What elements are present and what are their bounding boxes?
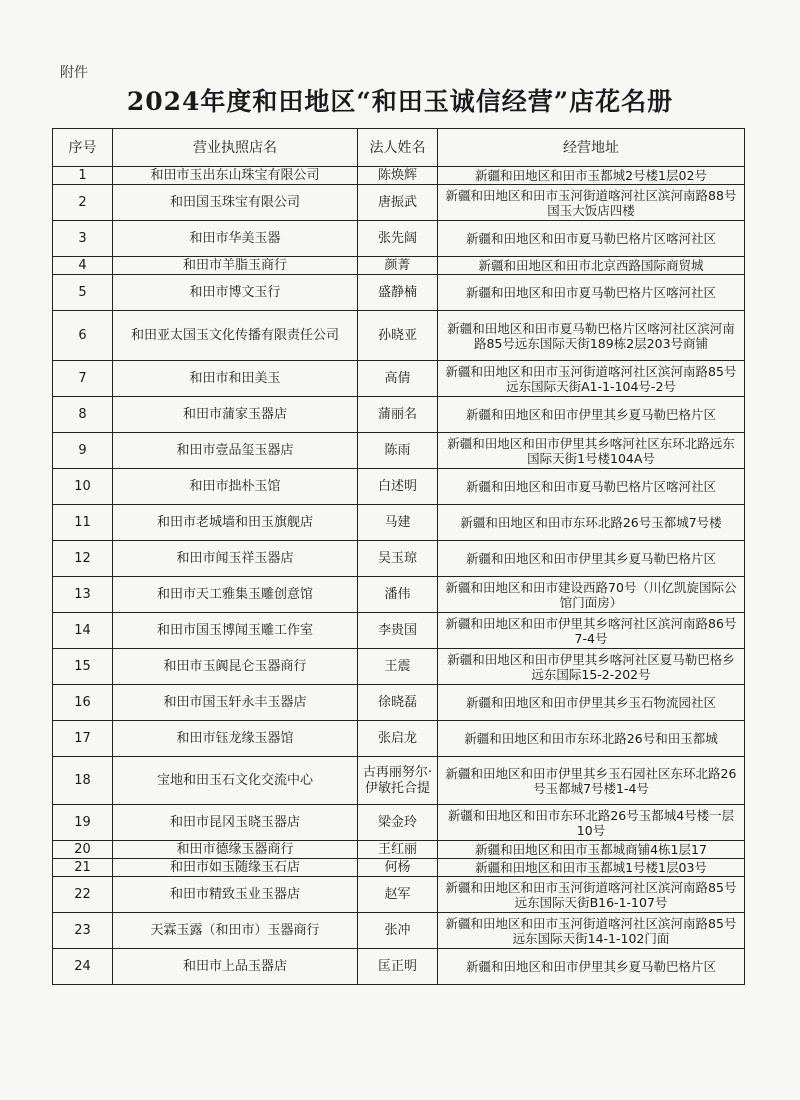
legal-person-name: 白述明 bbox=[358, 469, 438, 505]
table-row bbox=[53, 649, 745, 685]
business-address: 新疆和田地区和田市伊里其乡夏马勒巴格片区 bbox=[438, 541, 745, 577]
legal-person-name: 陈雨 bbox=[358, 433, 438, 469]
shop-name: 和田市羊脂玉商行 bbox=[113, 257, 358, 275]
row-number: 23 bbox=[53, 913, 113, 949]
business-address: 新疆和田地区和田市玉河街道喀河社区滨河南路85号远东国际天街A1-1-104号-2号 bbox=[438, 361, 745, 397]
legal-person-name: 蒲丽名 bbox=[358, 397, 438, 433]
shop-name: 天霖玉露（和田市）玉器商行 bbox=[113, 913, 358, 949]
business-address: 新疆和田地区和田市东环北路26号玉都城4号楼一层10号 bbox=[438, 805, 745, 841]
legal-person-name: 徐晓磊 bbox=[358, 685, 438, 721]
row-number: 13 bbox=[53, 577, 113, 613]
shop-name: 和田市博文玉行 bbox=[113, 275, 358, 311]
row-number: 16 bbox=[53, 685, 113, 721]
table-row bbox=[53, 913, 745, 949]
business-address: 新疆和田地区和田市伊里其乡玉石园社区东环北路26号玉都城7号楼1-4号 bbox=[438, 757, 745, 805]
shop-name: 和田市壹品玺玉器店 bbox=[113, 433, 358, 469]
shop-name: 和田市和田美玉 bbox=[113, 361, 358, 397]
table-row bbox=[53, 721, 745, 757]
row-number: 1 bbox=[53, 167, 113, 185]
shop-name: 和田市昆冈玉晓玉器店 bbox=[113, 805, 358, 841]
business-address: 新疆和田地区和田市北京西路国际商贸城 bbox=[438, 257, 745, 275]
row-number: 9 bbox=[53, 433, 113, 469]
row-number: 24 bbox=[53, 949, 113, 985]
row-number: 14 bbox=[53, 613, 113, 649]
shop-name: 和田亚太国玉文化传播有限责任公司 bbox=[113, 311, 358, 361]
row-number: 18 bbox=[53, 757, 113, 805]
table-row bbox=[53, 859, 745, 877]
table-row bbox=[53, 185, 745, 221]
business-address: 新疆和田地区和田市玉都城1号楼1层03号 bbox=[438, 859, 745, 877]
shop-name: 和田市拙朴玉馆 bbox=[113, 469, 358, 505]
shop-roster-table bbox=[52, 128, 745, 985]
business-address: 新疆和田地区和田市玉都城2号楼1层02号 bbox=[438, 167, 745, 185]
table-row bbox=[53, 257, 745, 275]
legal-person-name: 赵军 bbox=[358, 877, 438, 913]
business-address: 新疆和田地区和田市玉河街道喀河社区滨河南路85号远东国际天街B16-1-107号 bbox=[438, 877, 745, 913]
shop-name: 和田市闻玉祥玉器店 bbox=[113, 541, 358, 577]
row-number: 20 bbox=[53, 841, 113, 859]
shop-name: 和田国玉珠宝有限公司 bbox=[113, 185, 358, 221]
legal-person-name: 孙晓亚 bbox=[358, 311, 438, 361]
business-address: 新疆和田地区和田市伊里其乡夏马勒巴格片区 bbox=[438, 949, 745, 985]
business-address: 新疆和田地区和田市夏马勒巴格片区喀河社区 bbox=[438, 469, 745, 505]
shop-name: 和田市德缘玉器商行 bbox=[113, 841, 358, 859]
table-row bbox=[53, 685, 745, 721]
table-row bbox=[53, 433, 745, 469]
shop-name: 和田市老城墙和田玉旗舰店 bbox=[113, 505, 358, 541]
row-number: 8 bbox=[53, 397, 113, 433]
row-number: 19 bbox=[53, 805, 113, 841]
document-title: 2024年度和田地区“和田玉诚信经营”店花名册 bbox=[126, 87, 674, 116]
row-number: 3 bbox=[53, 221, 113, 257]
row-number: 2 bbox=[53, 185, 113, 221]
business-address: 新疆和田地区和田市夏马勒巴格片区喀河社区 bbox=[438, 275, 745, 311]
business-address: 新疆和田地区和田市夏马勒巴格片区喀河社区滨河南路85号远东国际天街189栋2层203号商铺 bbox=[438, 311, 745, 361]
legal-person-name: 何杨 bbox=[358, 859, 438, 877]
shop-name: 和田市国玉轩永丰玉器店 bbox=[113, 685, 358, 721]
legal-person-name: 李贵国 bbox=[358, 613, 438, 649]
business-address: 新疆和田地区和田市伊里其乡喀河社区东环北路远东国际天街1号楼104A号 bbox=[438, 433, 745, 469]
column-header-number: 序号 bbox=[53, 129, 113, 167]
row-number: 17 bbox=[53, 721, 113, 757]
row-number: 21 bbox=[53, 859, 113, 877]
business-address: 新疆和田地区和田市东环北路26号和田玉都城 bbox=[438, 721, 745, 757]
business-address: 新疆和田地区和田市建设西路70号（川亿凯旋国际公馆门面房） bbox=[438, 577, 745, 613]
business-address: 新疆和田地区和田市伊里其乡喀河社区滨河南路86号7-4号 bbox=[438, 613, 745, 649]
legal-person-name: 高倩 bbox=[358, 361, 438, 397]
row-number: 6 bbox=[53, 311, 113, 361]
shop-name: 和田市上品玉器店 bbox=[113, 949, 358, 985]
business-address: 新疆和田地区和田市东环北路26号玉都城7号楼 bbox=[438, 505, 745, 541]
business-address: 新疆和田地区和田市夏马勒巴格片区喀河社区 bbox=[438, 221, 745, 257]
legal-person-name: 吴玉琼 bbox=[358, 541, 438, 577]
legal-person-name: 张启龙 bbox=[358, 721, 438, 757]
legal-person-name: 张冲 bbox=[358, 913, 438, 949]
table-row bbox=[53, 397, 745, 433]
table-row bbox=[53, 877, 745, 913]
table-row bbox=[53, 275, 745, 311]
legal-person-name: 匡正明 bbox=[358, 949, 438, 985]
business-address: 新疆和田地区和田市伊里其乡夏马勒巴格片区 bbox=[438, 397, 745, 433]
legal-person-name: 潘伟 bbox=[358, 577, 438, 613]
table-row bbox=[53, 805, 745, 841]
row-number: 7 bbox=[53, 361, 113, 397]
table-row bbox=[53, 757, 745, 805]
legal-person-name: 马建 bbox=[358, 505, 438, 541]
table-row bbox=[53, 949, 745, 985]
legal-person-name: 梁金玲 bbox=[358, 805, 438, 841]
row-number: 10 bbox=[53, 469, 113, 505]
row-number: 5 bbox=[53, 275, 113, 311]
table-header-row bbox=[53, 129, 745, 167]
row-number: 22 bbox=[53, 877, 113, 913]
shop-name: 和田市精致玉业玉器店 bbox=[113, 877, 358, 913]
attachment-label: 附件 bbox=[60, 65, 88, 81]
column-header-legal-person: 法人姓名 bbox=[358, 129, 438, 167]
legal-person-name: 唐振武 bbox=[358, 185, 438, 221]
legal-person-name: 张先阔 bbox=[358, 221, 438, 257]
table-row bbox=[53, 505, 745, 541]
legal-person-name: 古再丽努尔·伊敏托合提 bbox=[358, 757, 438, 805]
table-row bbox=[53, 613, 745, 649]
shop-name: 宝地和田玉石文化交流中心 bbox=[113, 757, 358, 805]
shop-name: 和田市蒲家玉器店 bbox=[113, 397, 358, 433]
shop-name: 和田市天工雅集玉雕创意馆 bbox=[113, 577, 358, 613]
table-row bbox=[53, 361, 745, 397]
business-address: 新疆和田地区和田市玉河街道喀河社区滨河南路85号远东国际天街14-1-102门面 bbox=[438, 913, 745, 949]
column-header-address: 经营地址 bbox=[438, 129, 745, 167]
shop-name: 和田市钰龙缘玉器馆 bbox=[113, 721, 358, 757]
shop-name: 和田市如玉随缘玉石店 bbox=[113, 859, 358, 877]
business-address: 新疆和田地区和田市玉都城商铺4栋1层17 bbox=[438, 841, 745, 859]
business-address: 新疆和田地区和田市伊里其乡喀河社区夏马勒巴格乡远东国际15-2-202号 bbox=[438, 649, 745, 685]
row-number: 12 bbox=[53, 541, 113, 577]
legal-person-name: 陈焕辉 bbox=[358, 167, 438, 185]
legal-person-name: 王红丽 bbox=[358, 841, 438, 859]
column-header-shop-name: 营业执照店名 bbox=[113, 129, 358, 167]
table-row bbox=[53, 311, 745, 361]
business-address: 新疆和田地区和田市玉河街道喀河社区滨河南路88号国玉大饭店四楼 bbox=[438, 185, 745, 221]
legal-person-name: 盛静楠 bbox=[358, 275, 438, 311]
shop-name: 和田市华美玉器 bbox=[113, 221, 358, 257]
row-number: 4 bbox=[53, 257, 113, 275]
table-row bbox=[53, 167, 745, 185]
legal-person-name: 颜菁 bbox=[358, 257, 438, 275]
legal-person-name: 王震 bbox=[358, 649, 438, 685]
table-row bbox=[53, 469, 745, 505]
table-row bbox=[53, 221, 745, 257]
business-address: 新疆和田地区和田市伊里其乡玉石物流园社区 bbox=[438, 685, 745, 721]
row-number: 15 bbox=[53, 649, 113, 685]
shop-name: 和田市国玉博闻玉雕工作室 bbox=[113, 613, 358, 649]
row-number: 11 bbox=[53, 505, 113, 541]
shop-name: 和田市玉出东山珠宝有限公司 bbox=[113, 167, 358, 185]
table-row bbox=[53, 577, 745, 613]
shop-name: 和田市玉阗昆仑玉器商行 bbox=[113, 649, 358, 685]
table-row bbox=[53, 541, 745, 577]
table-row bbox=[53, 841, 745, 859]
